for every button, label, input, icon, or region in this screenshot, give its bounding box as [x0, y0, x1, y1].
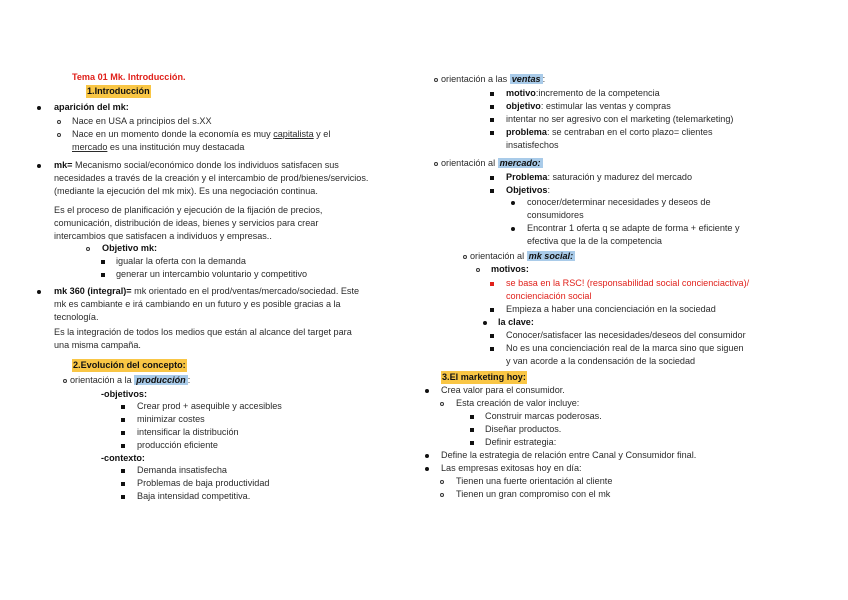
square-bullet-icon: [490, 92, 494, 96]
mk360-line: tecnología.: [54, 312, 99, 322]
square-bullet-icon: [490, 105, 494, 109]
aparicion-label: aparición del mk:: [54, 102, 129, 112]
proceso-line: Es el proceso de planificación y ejecución de la fijación de precios,: [54, 205, 323, 215]
mercado-problema: Problema: saturación y madurez del mercado: [506, 172, 693, 182]
ventas-item-cont: insatisfechos: [506, 140, 559, 150]
bullet-icon: [511, 201, 515, 205]
circle-bullet-icon: [463, 255, 467, 259]
aparicion-item: Nace en USA a principios del s.XX: [72, 116, 212, 126]
section-3-heading: 3.El marketing hoy:: [442, 372, 526, 382]
square-bullet-icon: [490, 118, 494, 122]
square-bullet-icon: [490, 176, 494, 180]
square-bullet-icon: [470, 428, 474, 432]
hoy-sub-item: Definir estrategia:: [485, 437, 557, 447]
tema-title: Tema 01 Mk. Introducción.: [72, 72, 186, 82]
circle-bullet-icon: [440, 402, 444, 406]
circle-bullet-icon: [476, 268, 480, 272]
mk-social-heading: orientación al mk social:: [470, 251, 574, 261]
hoy-item: Define la estrategia de relación entre Canal y Consumidor final.: [441, 450, 697, 460]
square-bullet-icon: [490, 189, 494, 193]
objetivos-item: minimizar costes: [137, 414, 205, 424]
contexto-item: Baja intensidad competitiva.: [137, 491, 251, 501]
mercado-heading: orientación al mercado:: [441, 158, 541, 168]
proceso-line: intercambios que satisfacen a individuos y empresas..: [54, 231, 272, 241]
objetivo-mk-label: Objetivo mk:: [102, 243, 158, 253]
objetivos-item: intensificar la distribución: [137, 427, 239, 437]
circle-bullet-icon: [434, 78, 438, 82]
circle-bullet-icon: [440, 493, 444, 497]
square-bullet-icon: [121, 431, 125, 435]
hoy-item: Crea valor para el consumidor.: [441, 385, 565, 395]
circle-bullet-icon: [440, 480, 444, 484]
bullet-icon: [37, 106, 41, 110]
square-bullet-icon: [121, 495, 125, 499]
mercado-objetivo-item-cont: efectiva que la de la competencia: [527, 236, 662, 246]
mk-definition-line: (mediante la ejecución del mk mix). Es una negociación continua.: [54, 186, 318, 196]
ventas-item: objetivo: estimular las ventas y compras: [506, 101, 671, 111]
square-bullet-icon: [470, 415, 474, 419]
hoy-sub-heading: Esta creación de valor incluye:: [456, 398, 580, 408]
square-bullet-icon: [490, 131, 494, 135]
objetivos-item: producción eficiente: [137, 440, 218, 450]
objetivo-item: generar un intercambio voluntario y competitivo: [116, 269, 308, 279]
mercado-objetivo-item: Encontrar 1 oferta q se adapte de forma + eficiente y: [527, 223, 740, 233]
section-1-heading: 1.Introducción: [87, 86, 150, 96]
mk-definition: mk= Mecanismo social/económico donde los individuos satisfacen sus: [54, 160, 339, 170]
square-bullet-icon: [121, 444, 125, 448]
ventas-item: motivo:incremento de la competencia: [506, 88, 660, 98]
hoy-sub-item: Diseñar productos.: [485, 424, 562, 434]
square-bullet-icon: [121, 469, 125, 473]
bullet-icon: [37, 290, 41, 294]
motivos-red-item-cont: concienciación social: [506, 291, 592, 301]
clave-item: No es una concienciación real de la marca sino que siguen: [506, 343, 744, 353]
aparicion-item: Nace en un momento donde la economía es muy capitalista y el: [72, 129, 331, 139]
square-bullet-icon: [101, 260, 105, 264]
hoy-sub-item: Construir marcas poderosas.: [485, 411, 602, 421]
bullet-icon: [425, 389, 429, 393]
square-bullet-icon: [121, 482, 125, 486]
integracion-line: una misma campaña.: [54, 340, 141, 350]
circle-bullet-icon: [86, 247, 90, 251]
square-bullet-icon: [490, 308, 494, 312]
section-2-heading: 2.Evolución del concepto:: [73, 360, 186, 370]
aparicion-item-cont: mercado es una institución muy destacada: [72, 142, 245, 152]
circle-bullet-icon: [63, 379, 67, 383]
bullet-icon: [425, 467, 429, 471]
mk-definition-line: necesidades a través de la creación y el intercambio de prod/bienes/servicios.: [54, 173, 369, 183]
ventas-item: intentar no ser agresivo con el marketing (telemarketing): [506, 114, 734, 124]
square-bullet-icon: [101, 273, 105, 277]
clave-label: la clave:: [498, 317, 534, 327]
square-bullet-icon: [470, 441, 474, 445]
contexto-item: Problemas de baja productividad: [137, 478, 270, 488]
mercado-objetivo-item: conocer/determinar necesidades y deseos de: [527, 197, 711, 207]
mk360-definition: mk 360 (integral)= mk orientado en el prod/ventas/mercado/sociedad. Este: [54, 286, 360, 296]
mercado-objetivo-item-cont: consumidores: [527, 210, 584, 220]
objetivo-item: igualar la oferta con la demanda: [116, 256, 246, 266]
clave-item: Conocer/satisfacer las necesidades/deseos del consumidor: [506, 330, 746, 340]
hoy-item-sub: Tienen un gran compromiso con el mk: [456, 489, 611, 499]
proceso-line: comunicación, distribución de ideas, bienes y servicios para crear: [54, 218, 319, 228]
objetivos-label: -objetivos:: [101, 389, 147, 399]
clave-item-cont: y van acorde a la condensación de la sociedad: [506, 356, 696, 366]
circle-bullet-icon: [57, 120, 61, 124]
square-bullet-icon: [490, 334, 494, 338]
square-bullet-icon: [121, 418, 125, 422]
contexto-label: -contexto:: [101, 453, 145, 463]
bullet-icon: [511, 227, 515, 231]
ventas-heading: orientación a las ventas :: [441, 74, 546, 84]
bullet-icon: [425, 454, 429, 458]
bullet-icon: [37, 164, 41, 168]
circle-bullet-icon: [57, 133, 61, 137]
motivos-label: motivos:: [491, 264, 529, 274]
contexto-item: Demanda insatisfecha: [137, 465, 227, 475]
mk360-line: mk es cambiante e irá cambiando en un futuro y es posible gracias a la: [54, 299, 341, 309]
hoy-item: Las empresas exitosas hoy en día:: [441, 463, 582, 473]
circle-bullet-icon: [434, 162, 438, 166]
square-bullet-icon: [490, 347, 494, 351]
mercado-objetivos: Objetivos:: [506, 185, 550, 195]
integracion-line: Es la integración de todos los medios que están al alcance del target para: [54, 327, 352, 337]
ventas-item: problema: se centraban en el corto plazo= clientes: [506, 127, 713, 137]
produccion-heading: orientación a la producción :: [70, 375, 191, 385]
square-bullet-icon: [121, 405, 125, 409]
objetivos-item: Crear prod + asequible y accesibles: [137, 401, 282, 411]
motivos-item: Empieza a haber una concienciación en la sociedad: [506, 304, 716, 314]
hoy-item-sub: Tienen una fuerte orientación al cliente: [456, 476, 613, 486]
bullet-icon: [483, 321, 487, 325]
motivos-red-item: se basa en la RSC! (responsabilidad social concienciactiva)/: [506, 278, 750, 288]
square-bullet-icon: [490, 282, 494, 286]
